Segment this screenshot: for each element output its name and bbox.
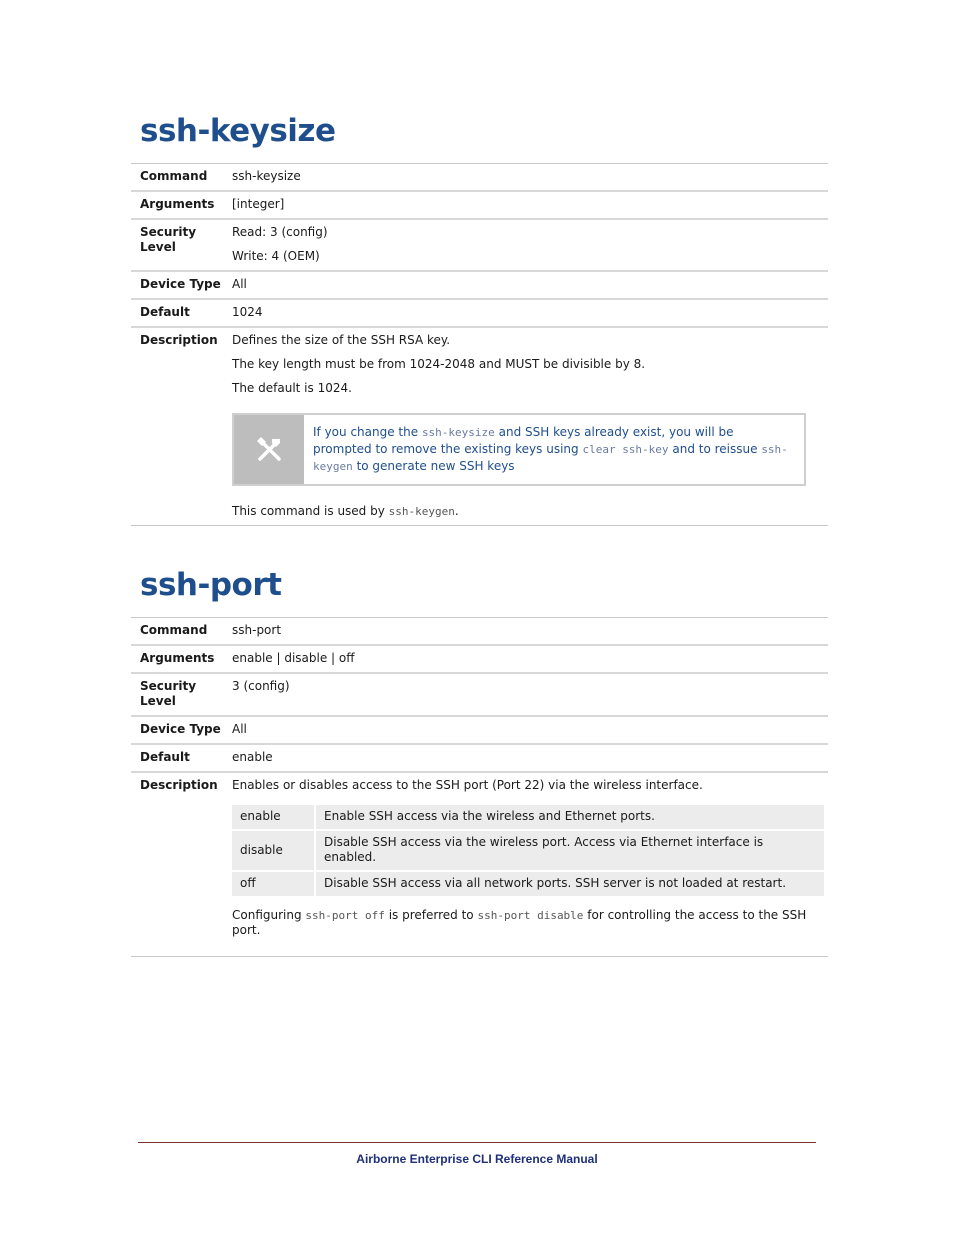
used-by-pre: This command is used by xyxy=(232,504,389,518)
command-row xyxy=(131,164,828,192)
options-table xyxy=(232,803,824,898)
note-text-3: and to reissue xyxy=(668,442,762,456)
default-value: enable xyxy=(232,750,273,764)
description-row xyxy=(131,328,828,525)
security-label-line1: Security xyxy=(140,679,197,693)
configuring-text xyxy=(232,908,807,938)
security-label xyxy=(131,220,232,270)
command-value: ssh-keysize xyxy=(232,169,301,183)
arguments-label: Arguments xyxy=(140,197,215,211)
description-label: Description xyxy=(140,333,218,347)
arguments-row xyxy=(131,192,828,220)
option-row xyxy=(232,872,824,896)
cfg-mid: is preferred to xyxy=(384,908,478,922)
option-desc: Enable SSH access via the wireless and Ethernet ports. xyxy=(316,805,824,829)
security-label-line2: Level xyxy=(140,240,176,254)
description-value xyxy=(232,328,828,525)
footer-divider xyxy=(138,1142,816,1143)
description-label: Description xyxy=(140,778,218,792)
tools-icon xyxy=(234,415,304,484)
device-type-value: All xyxy=(232,722,247,736)
arguments-value: [integer] xyxy=(232,197,285,211)
cfg-post: for controlling the access to the SSH port. xyxy=(232,908,807,937)
command-value: ssh-port xyxy=(232,623,282,637)
default-label: Default xyxy=(140,750,190,764)
note-text xyxy=(304,415,804,484)
note-text-1: If you change the xyxy=(313,425,422,439)
option-desc: Disable SSH access via all network ports. SSH server is not loaded at restart. xyxy=(316,872,824,896)
description-p2: The key length must be from 1024-2048 and MUST be divisible by 8. xyxy=(232,357,646,371)
section-title-ssh-keysize: ssh-keysize xyxy=(140,113,336,149)
cfg-code-ssh-port-disable: ssh-port disable xyxy=(477,909,584,922)
command-row xyxy=(131,618,828,646)
device-type-value: All xyxy=(232,277,247,291)
arguments-row xyxy=(131,646,828,674)
option-row xyxy=(232,805,824,829)
security-label-line2: Level xyxy=(140,694,176,708)
default-value: 1024 xyxy=(232,305,263,319)
command-label: Command xyxy=(140,169,208,183)
note-text-2: and SSH keys already exist, you will be prompted to remove the existing keys using xyxy=(313,425,734,456)
default-row xyxy=(131,745,828,773)
description-row xyxy=(131,773,828,944)
device-type-row xyxy=(131,272,828,300)
security-row xyxy=(131,674,828,717)
arguments-value: enable | disable | off xyxy=(232,651,355,665)
description-value xyxy=(232,773,828,944)
description-p1: Defines the size of the SSH RSA key. xyxy=(232,333,451,347)
security-label-line1: Security xyxy=(140,225,197,239)
note-code-clear-ssh-key: clear ssh-key xyxy=(582,443,669,456)
device-type-label: Device Type xyxy=(140,277,221,291)
command-label: Command xyxy=(140,623,208,637)
security-value xyxy=(232,220,828,270)
footer-title: Airborne Enterprise CLI Reference Manual xyxy=(356,1152,598,1166)
note-code-ssh-keygen: ssh-keygen xyxy=(313,443,788,473)
section-title-ssh-port: ssh-port xyxy=(140,567,282,603)
default-label: Default xyxy=(140,305,190,319)
ssh-keysize-table xyxy=(131,163,828,526)
used-by-post: . xyxy=(454,504,459,518)
option-row xyxy=(232,831,824,870)
option-key: off xyxy=(232,872,316,896)
security-label xyxy=(131,674,232,715)
option-desc: Disable SSH access via the wireless port. Access via Ethernet interface is enabled. xyxy=(316,831,824,870)
device-type-label: Device Type xyxy=(140,722,221,736)
note-code-ssh-keysize: ssh-keysize xyxy=(421,426,495,439)
ssh-port-table xyxy=(131,617,828,957)
arguments-label: Arguments xyxy=(140,651,215,665)
option-key: disable xyxy=(232,831,316,870)
default-row xyxy=(131,300,828,328)
used-by-code: ssh-keygen xyxy=(388,505,455,518)
option-key: enable xyxy=(232,805,316,829)
used-by-text xyxy=(232,504,828,519)
security-row xyxy=(131,220,828,272)
security-write: Write: 4 (OEM) xyxy=(232,249,320,263)
note-box xyxy=(232,413,806,486)
device-type-row xyxy=(131,717,828,745)
cfg-pre: Configuring xyxy=(232,908,306,922)
security-read: Read: 3 (config) xyxy=(232,225,328,239)
description-p1: Enables or disables access to the SSH port (Port 22) via the wireless interface. xyxy=(232,778,703,792)
security-value: 3 (config) xyxy=(232,679,290,693)
note-text-4: to generate new SSH keys xyxy=(352,459,515,473)
description-p3: The default is 1024. xyxy=(232,381,352,395)
cfg-code-ssh-port-off: ssh-port off xyxy=(305,909,385,922)
